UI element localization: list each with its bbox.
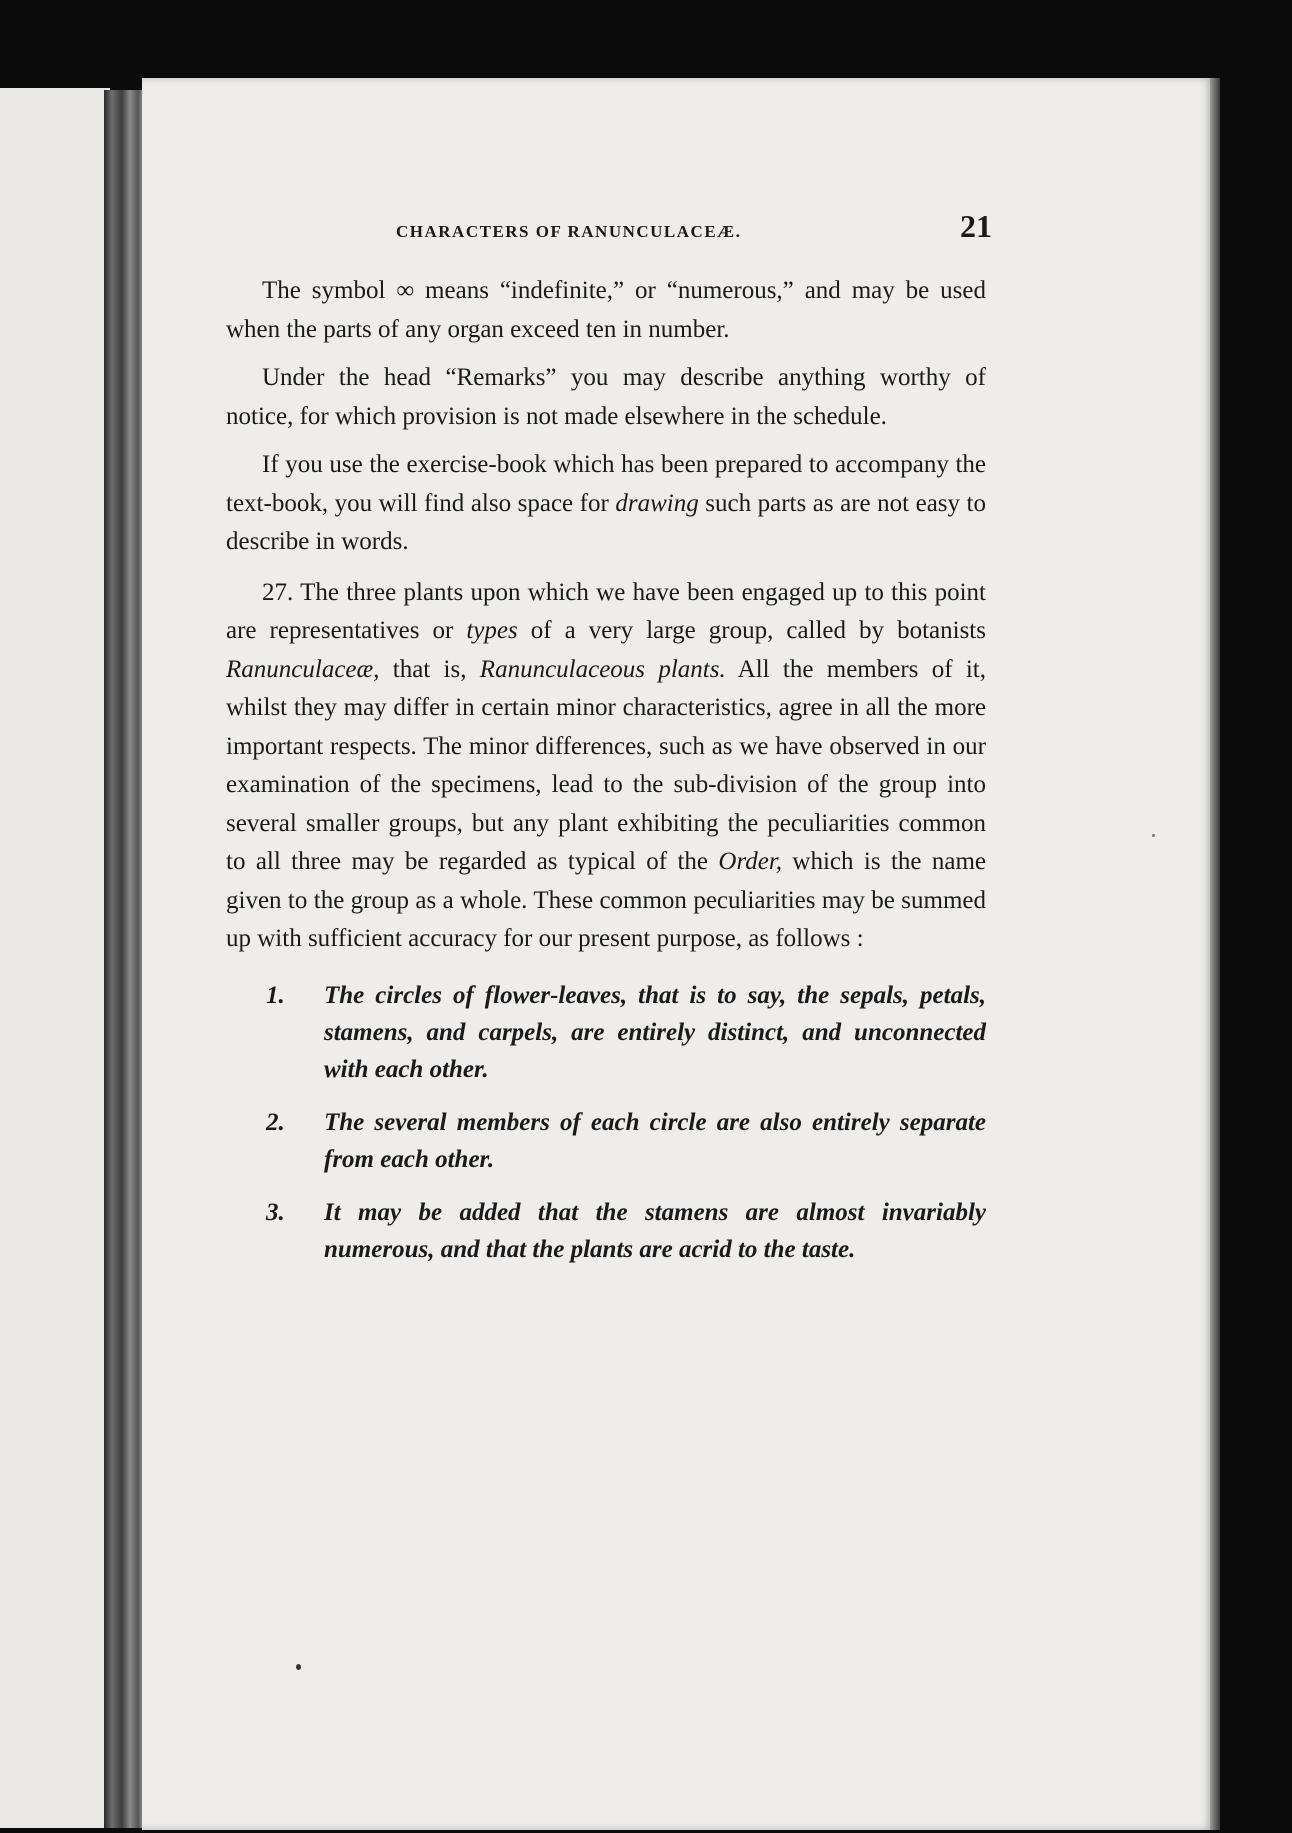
emphasis: types <box>466 617 518 644</box>
text-run: All the members of it, whilst they may differ in certain minor characteristics, agree in all the more important respects. The minor differences, such as we have observed in our examination of the specimens, lead to the sub-division of the group into several smaller groups, but any plant exhibiting the peculiarities common to all three may be regarded as typical of the <box>226 655 986 875</box>
list-number: 1. <box>266 981 285 1009</box>
emphasis: Ranunculaceæ, <box>226 655 380 683</box>
paragraph-exercise-book <box>226 446 986 562</box>
page-number: 21 <box>960 208 992 244</box>
text-run: 27. The three plants upon which we have been engaged up to this point are representatives or <box>226 578 986 644</box>
list-item <box>226 1194 986 1268</box>
paragraph-27 <box>226 574 986 959</box>
book-gutter <box>104 90 144 1828</box>
characteristics-list <box>226 977 986 1268</box>
running-head-title: CHARACTERS OF RANUNCULACEÆ. <box>396 222 742 241</box>
list-text: The several members of each circle are also entirely separate from each other. <box>324 1108 986 1173</box>
text-run: which is the name given to the group as a whole. These common peculiarities may be summed up with sufficient accuracy for our present purpose, as follows : <box>226 848 986 952</box>
text-run: of a very large group, called by botanists <box>517 617 986 644</box>
page-right-edge <box>1210 78 1220 1830</box>
scan-speck <box>1152 834 1155 837</box>
list-number: 3. <box>266 1198 285 1226</box>
emphasis: Ranunculaceous plants. <box>479 655 726 683</box>
left-page-edge <box>0 88 110 1828</box>
emphasis: Order, <box>718 848 783 875</box>
list-number: 2. <box>266 1108 285 1136</box>
paragraph-symbol: The symbol ∞ means “indefinite,” or “numerous,” and may be used when the parts of any organ exceed ten in number. <box>226 277 986 343</box>
scan-speck <box>296 1664 301 1670</box>
page-text <box>226 200 992 1284</box>
list-text: It may be added that the stamens are almost invariably numerous, and that the plants are acrid to the taste. <box>324 1198 986 1263</box>
text-run: such parts as are not easy to describe in words. <box>226 489 987 555</box>
paragraph-remarks: Under the head “Remarks” you may describe anything worthy of notice, for which provision is not made elsewhere in the schedule. <box>226 364 986 430</box>
text-run: If you use the exercise-book which has been prepared to accompany the text-book, you will find also space for <box>226 451 986 517</box>
running-head <box>226 200 992 244</box>
list-item <box>226 977 986 1088</box>
emphasis: drawing <box>615 489 699 517</box>
text-run: that is, <box>379 655 480 683</box>
list-text: The circles of flower-leaves, that is to say, the sepals, petals, stamens, and carpels, are entirely distinct, and unconnected with each other. <box>324 981 986 1083</box>
list-item <box>226 1104 986 1178</box>
